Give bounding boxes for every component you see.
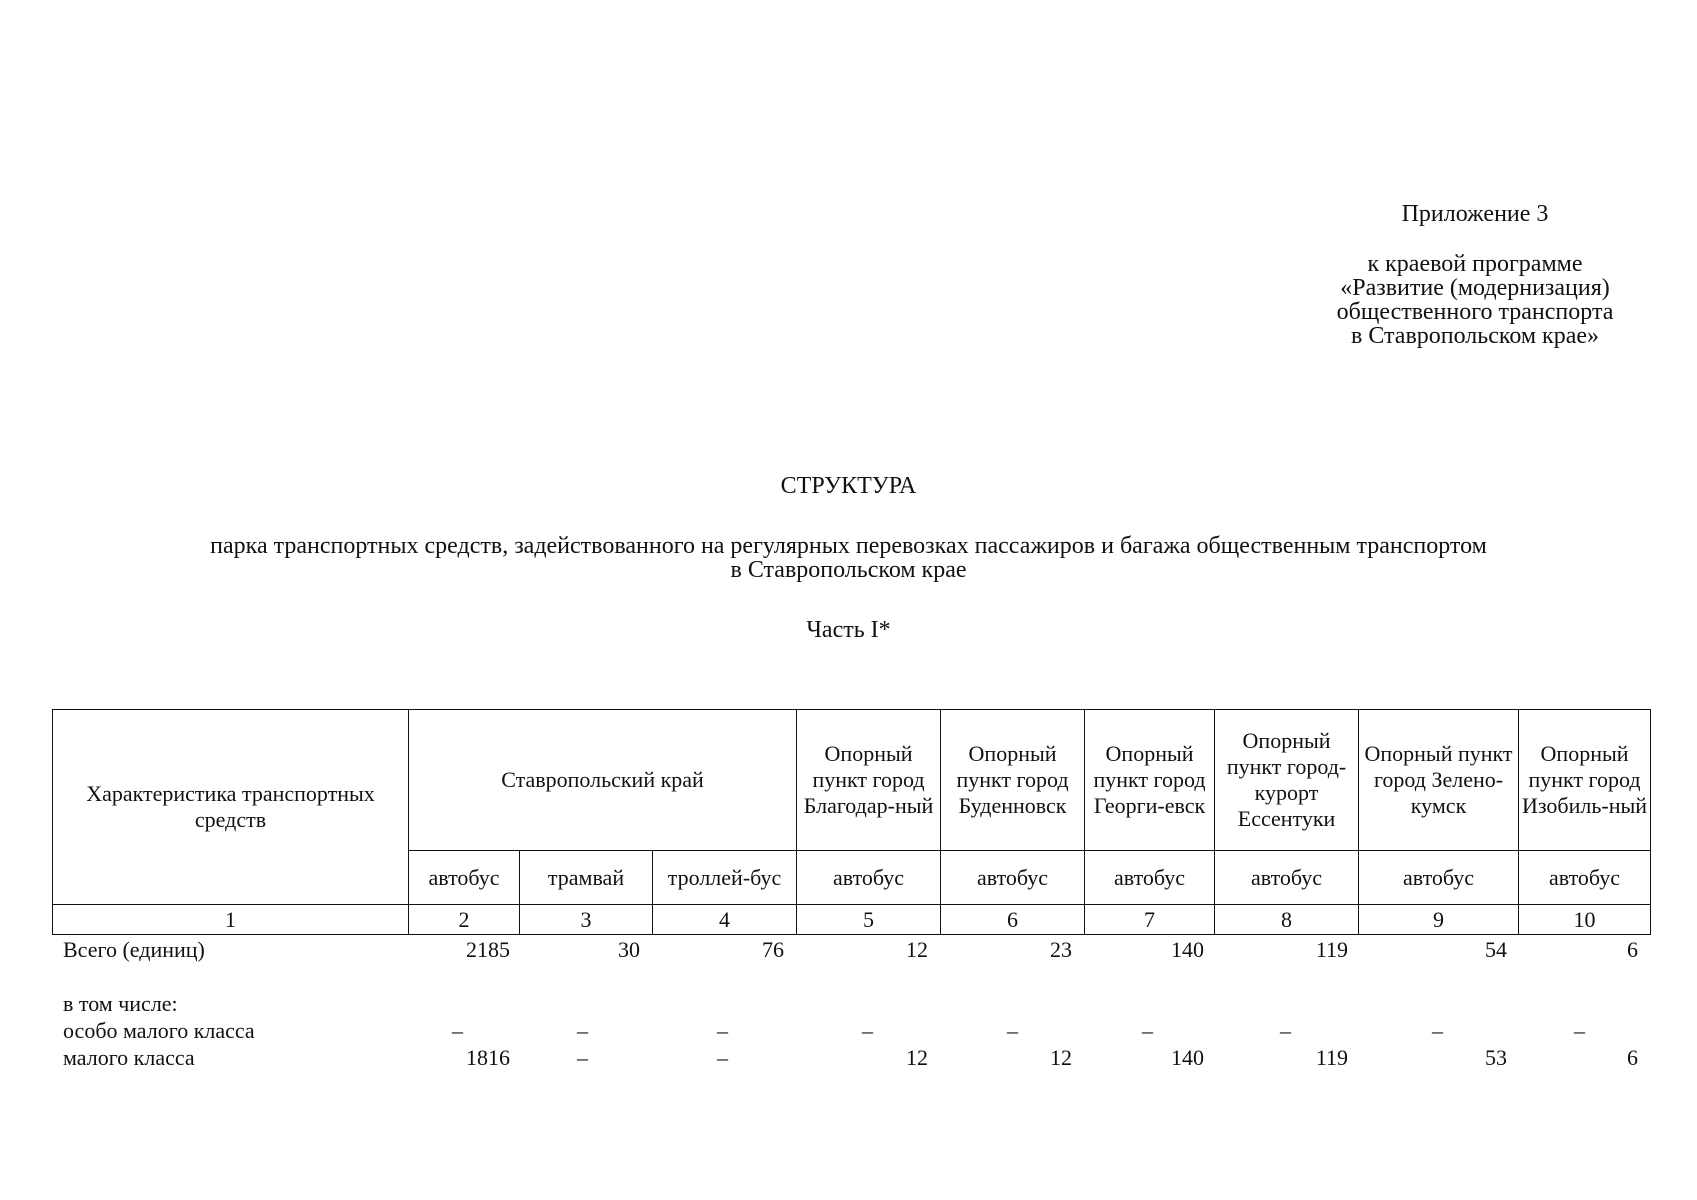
table-cell: – <box>862 1018 873 1043</box>
table-cell: 76 <box>762 937 784 962</box>
table-cell: 140 <box>1171 1045 1204 1070</box>
column-number: 1 <box>53 905 409 935</box>
row-label: Всего (единиц) <box>63 937 205 962</box>
table-cell: 140 <box>1171 937 1204 962</box>
header-vehicle-type: автобус <box>1085 851 1215 905</box>
table-row <box>52 1018 1650 1046</box>
column-number: 5 <box>797 905 941 935</box>
column-number: 2 <box>409 905 520 935</box>
table-row <box>52 991 1650 1019</box>
header-vehicle-type: автобус <box>1215 851 1359 905</box>
row-label: малого класса <box>63 1045 195 1070</box>
table-cell: – <box>717 1045 728 1070</box>
table-cell: – <box>1432 1018 1443 1043</box>
table-cell: 119 <box>1315 1045 1348 1070</box>
table-cell: 1816 <box>466 1045 510 1070</box>
table-cell: – <box>577 1045 588 1070</box>
table-cell: 12 <box>906 1045 928 1070</box>
header-region: Ставропольский край <box>409 710 797 851</box>
column-number: 7 <box>1085 905 1215 935</box>
appendix-title: Приложение 3 <box>1401 201 1549 227</box>
appendix-line: в Ставропольском крае» <box>1350 323 1600 349</box>
column-number: 3 <box>520 905 653 935</box>
row-label: в том числе: <box>63 991 178 1016</box>
table-cell: 119 <box>1315 937 1348 962</box>
appendix-line: «Развитие (модернизация) <box>1340 275 1610 301</box>
table-cell: 30 <box>618 937 640 962</box>
header-vehicle-type: трамвай <box>520 851 653 905</box>
column-number: 9 <box>1359 905 1519 935</box>
table-cell: – <box>577 1018 588 1043</box>
header-location: Опорный пункт город Благодар-ный <box>797 710 941 851</box>
header-vehicle-type: автобус <box>1359 851 1519 905</box>
structure-table-header <box>52 709 1651 935</box>
header-vehicle-type: автобус <box>1519 851 1651 905</box>
header-location: Опорный пункт город Зелено-кумск <box>1359 710 1519 851</box>
table-row <box>52 1045 1650 1073</box>
subtitle-line-2: в Ставропольском крае <box>730 557 967 583</box>
table-cell: 12 <box>1050 1045 1072 1070</box>
column-number: 8 <box>1215 905 1359 935</box>
column-number: 4 <box>653 905 797 935</box>
header-vehicle-type: автобус <box>941 851 1085 905</box>
document-subtitle <box>0 534 1697 582</box>
appendix-line: к краевой программе <box>1367 251 1583 277</box>
table-cell: 53 <box>1485 1045 1507 1070</box>
table-cell: 12 <box>906 937 928 962</box>
header-vehicle-type: троллей-бус <box>653 851 797 905</box>
header-vehicle-type: автобус <box>409 851 520 905</box>
table-cell: – <box>717 1018 728 1043</box>
table-cell: – <box>1574 1018 1585 1043</box>
table-cell: – <box>1007 1018 1018 1043</box>
table-cell: 2185 <box>466 937 510 962</box>
document-title: СТРУКТУРА <box>780 473 917 499</box>
appendix-line: общественного транспорта <box>1336 299 1614 325</box>
column-number: 6 <box>941 905 1085 935</box>
column-number: 10 <box>1519 905 1651 935</box>
subtitle-line-1: парка транспортных средств, задействованного на регулярных перевозках пассажиров и багажа общественным транспортом <box>210 533 1487 559</box>
header-location: Опорный пункт город Буденновск <box>941 710 1085 851</box>
table-cell: 54 <box>1485 937 1507 962</box>
table-cell: 6 <box>1627 1045 1638 1070</box>
header-characteristic: Характеристика транспортных средств <box>53 710 409 905</box>
table-cell: – <box>1142 1018 1153 1043</box>
row-label: особо малого класса <box>63 1018 255 1043</box>
part-heading: Часть I* <box>806 617 891 643</box>
appendix-caption <box>1290 252 1660 348</box>
table-row <box>52 937 1650 965</box>
table-cell: – <box>452 1018 463 1043</box>
header-location: Опорный пункт город Изобиль-ный <box>1519 710 1651 851</box>
header-location: Опорный пункт город-курорт Ессентуки <box>1215 710 1359 851</box>
header-location: Опорный пункт город Георги-евск <box>1085 710 1215 851</box>
table-cell: – <box>1280 1018 1291 1043</box>
header-vehicle-type: автобус <box>797 851 941 905</box>
table-cell: 23 <box>1050 937 1072 962</box>
table-cell: 6 <box>1627 937 1638 962</box>
